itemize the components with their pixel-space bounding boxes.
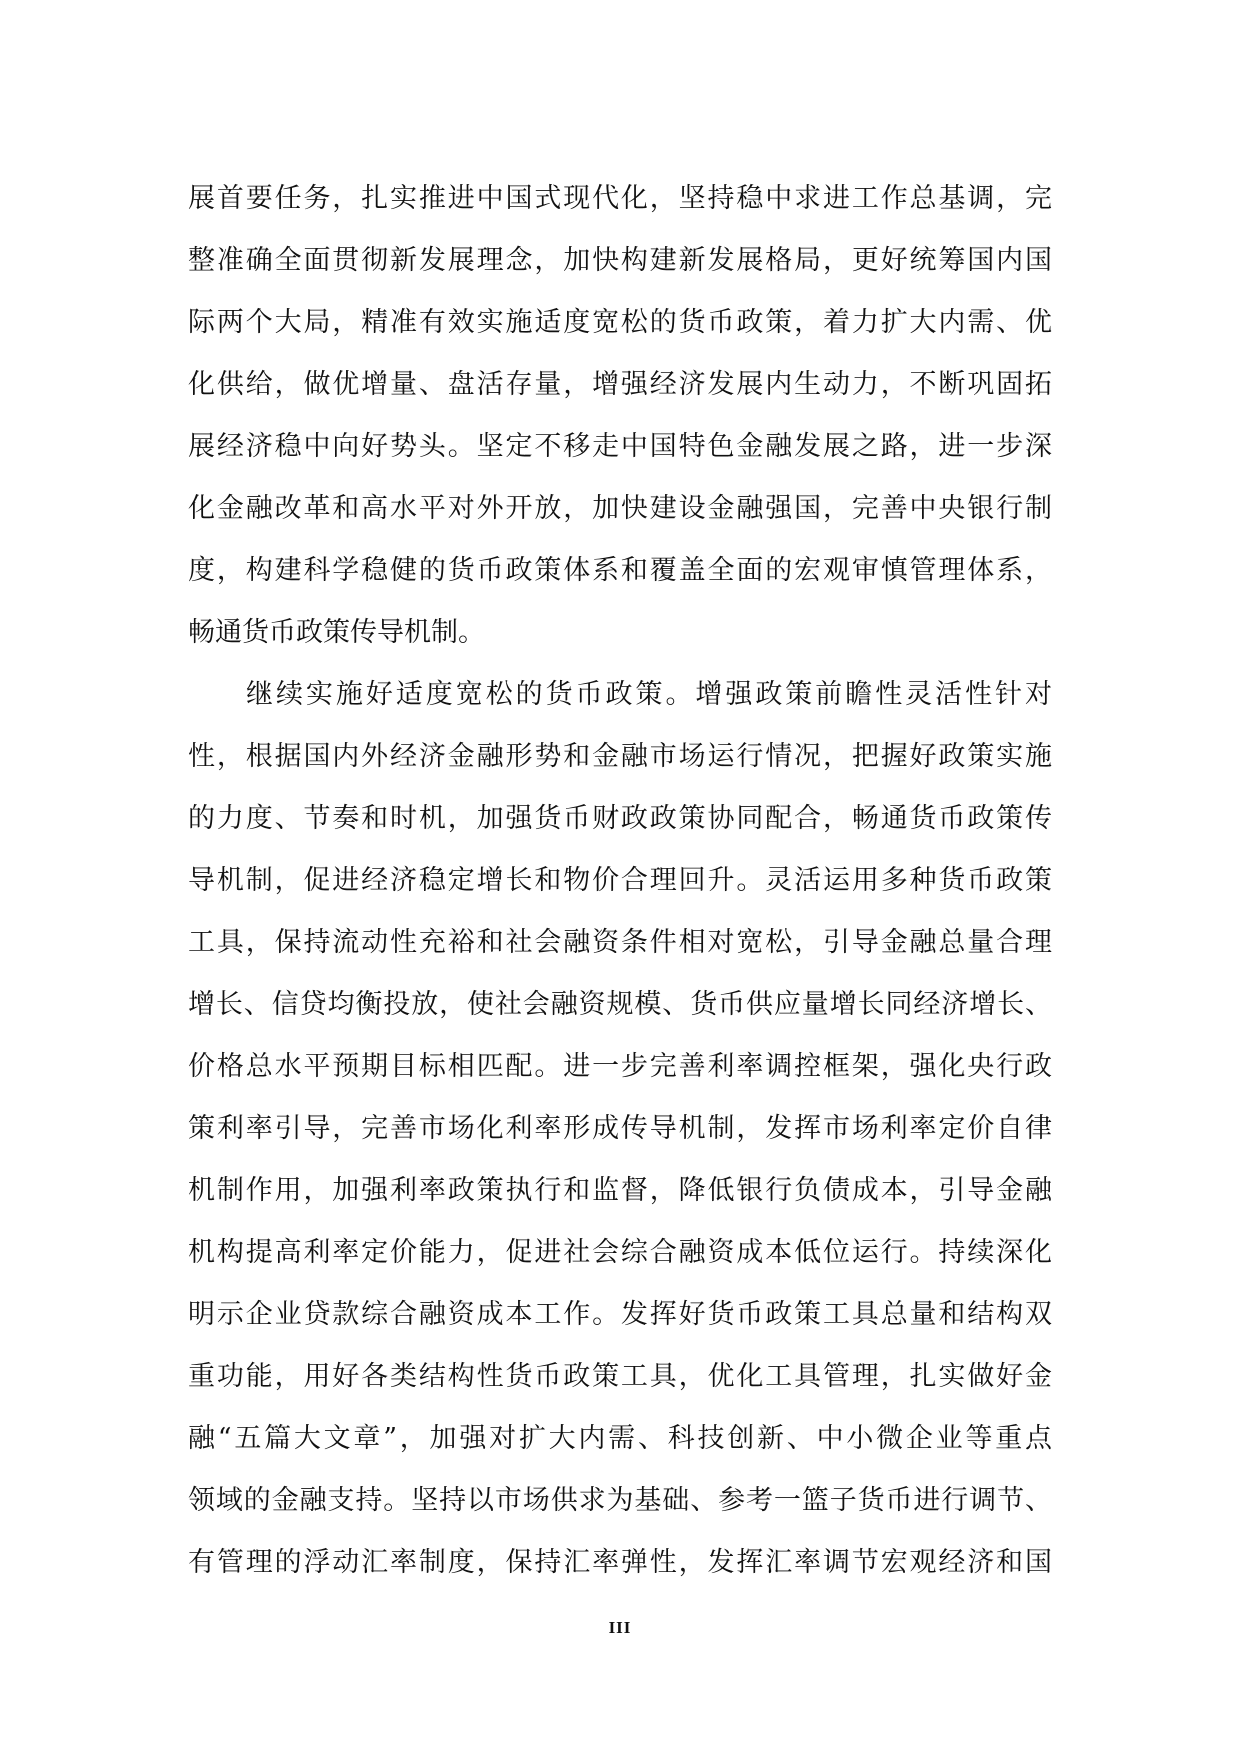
text-line: 明示企业贷款综合融资成本工作。发挥好货币政策工具总量和结构双	[188, 1299, 1052, 1330]
text-line: 展首要任务，扎实推进中国式现代化，坚持稳中求进工作总基调，完	[188, 183, 1052, 214]
text-line: 重功能，用好各类结构性货币政策工具，优化工具管理，扎实做好金	[188, 1361, 1052, 1392]
text-line: 导机制，促进经济稳定增长和物价合理回升。灵活运用多种货币政策	[188, 865, 1052, 896]
text-line: 机制作用，加强利率政策执行和监督，降低银行负债成本，引导金融	[188, 1175, 1052, 1206]
text-line: 增长、信贷均衡投放，使社会融资规模、货币供应量增长同经济增长、	[188, 989, 1052, 1020]
paragraph-1	[188, 168, 1052, 664]
text-line: 化金融改革和高水平对外开放，加快建设金融强国，完善中央银行制	[188, 493, 1052, 524]
text-line: 的力度、节奏和时机，加强货币财政政策协同配合，畅通货币政策传	[188, 803, 1052, 834]
text-line: 继续实施好适度宽松的货币政策。增强政策前瞻性灵活性针对	[246, 679, 1052, 710]
text-line: 际两个大局，精准有效实施适度宽松的货币政策，着力扩大内需、优	[188, 307, 1052, 338]
text-line: 性，根据国内外经济金融形势和金融市场运行情况，把握好政策实施	[188, 741, 1052, 772]
text-line: 领域的金融支持。坚持以市场供求为基础、参考一篮子货币进行调节、	[188, 1485, 1052, 1516]
paragraph-2	[188, 664, 1052, 1594]
text-line: 机构提高利率定价能力，促进社会综合融资成本低位运行。持续深化	[188, 1237, 1052, 1268]
text-line: 展经济稳中向好势头。坚定不移走中国特色金融发展之路，进一步深	[188, 431, 1052, 462]
text-line: 畅通货币政策传导机制。	[188, 617, 485, 648]
text-line: 度，构建科学稳健的货币政策体系和覆盖全面的宏观审慎管理体系，	[188, 555, 1052, 586]
text-line: 整准确全面贯彻新发展理念，加快构建新发展格局，更好统筹国内国	[188, 245, 1052, 276]
text-line: 工具，保持流动性充裕和社会融资条件相对宽松，引导金融总量合理	[188, 927, 1052, 958]
text-line: 价格总水平预期目标相匹配。进一步完善利率调控框架，强化央行政	[188, 1051, 1052, 1082]
text-line: 化供给，做优增量、盘活存量，增强经济发展内生动力，不断巩固拓	[188, 369, 1052, 400]
text-line: 融“五篇大文章”，加强对扩大内需、科技创新、中小微企业等重点	[188, 1423, 1052, 1454]
text-line: 策利率引导，完善市场化利率形成传导机制，发挥市场利率定价自律	[188, 1113, 1052, 1144]
page-number: III	[608, 1618, 632, 1637]
body-text	[188, 168, 1052, 1594]
text-line: 有管理的浮动汇率制度，保持汇率弹性，发挥汇率调节宏观经济和国	[188, 1547, 1052, 1578]
